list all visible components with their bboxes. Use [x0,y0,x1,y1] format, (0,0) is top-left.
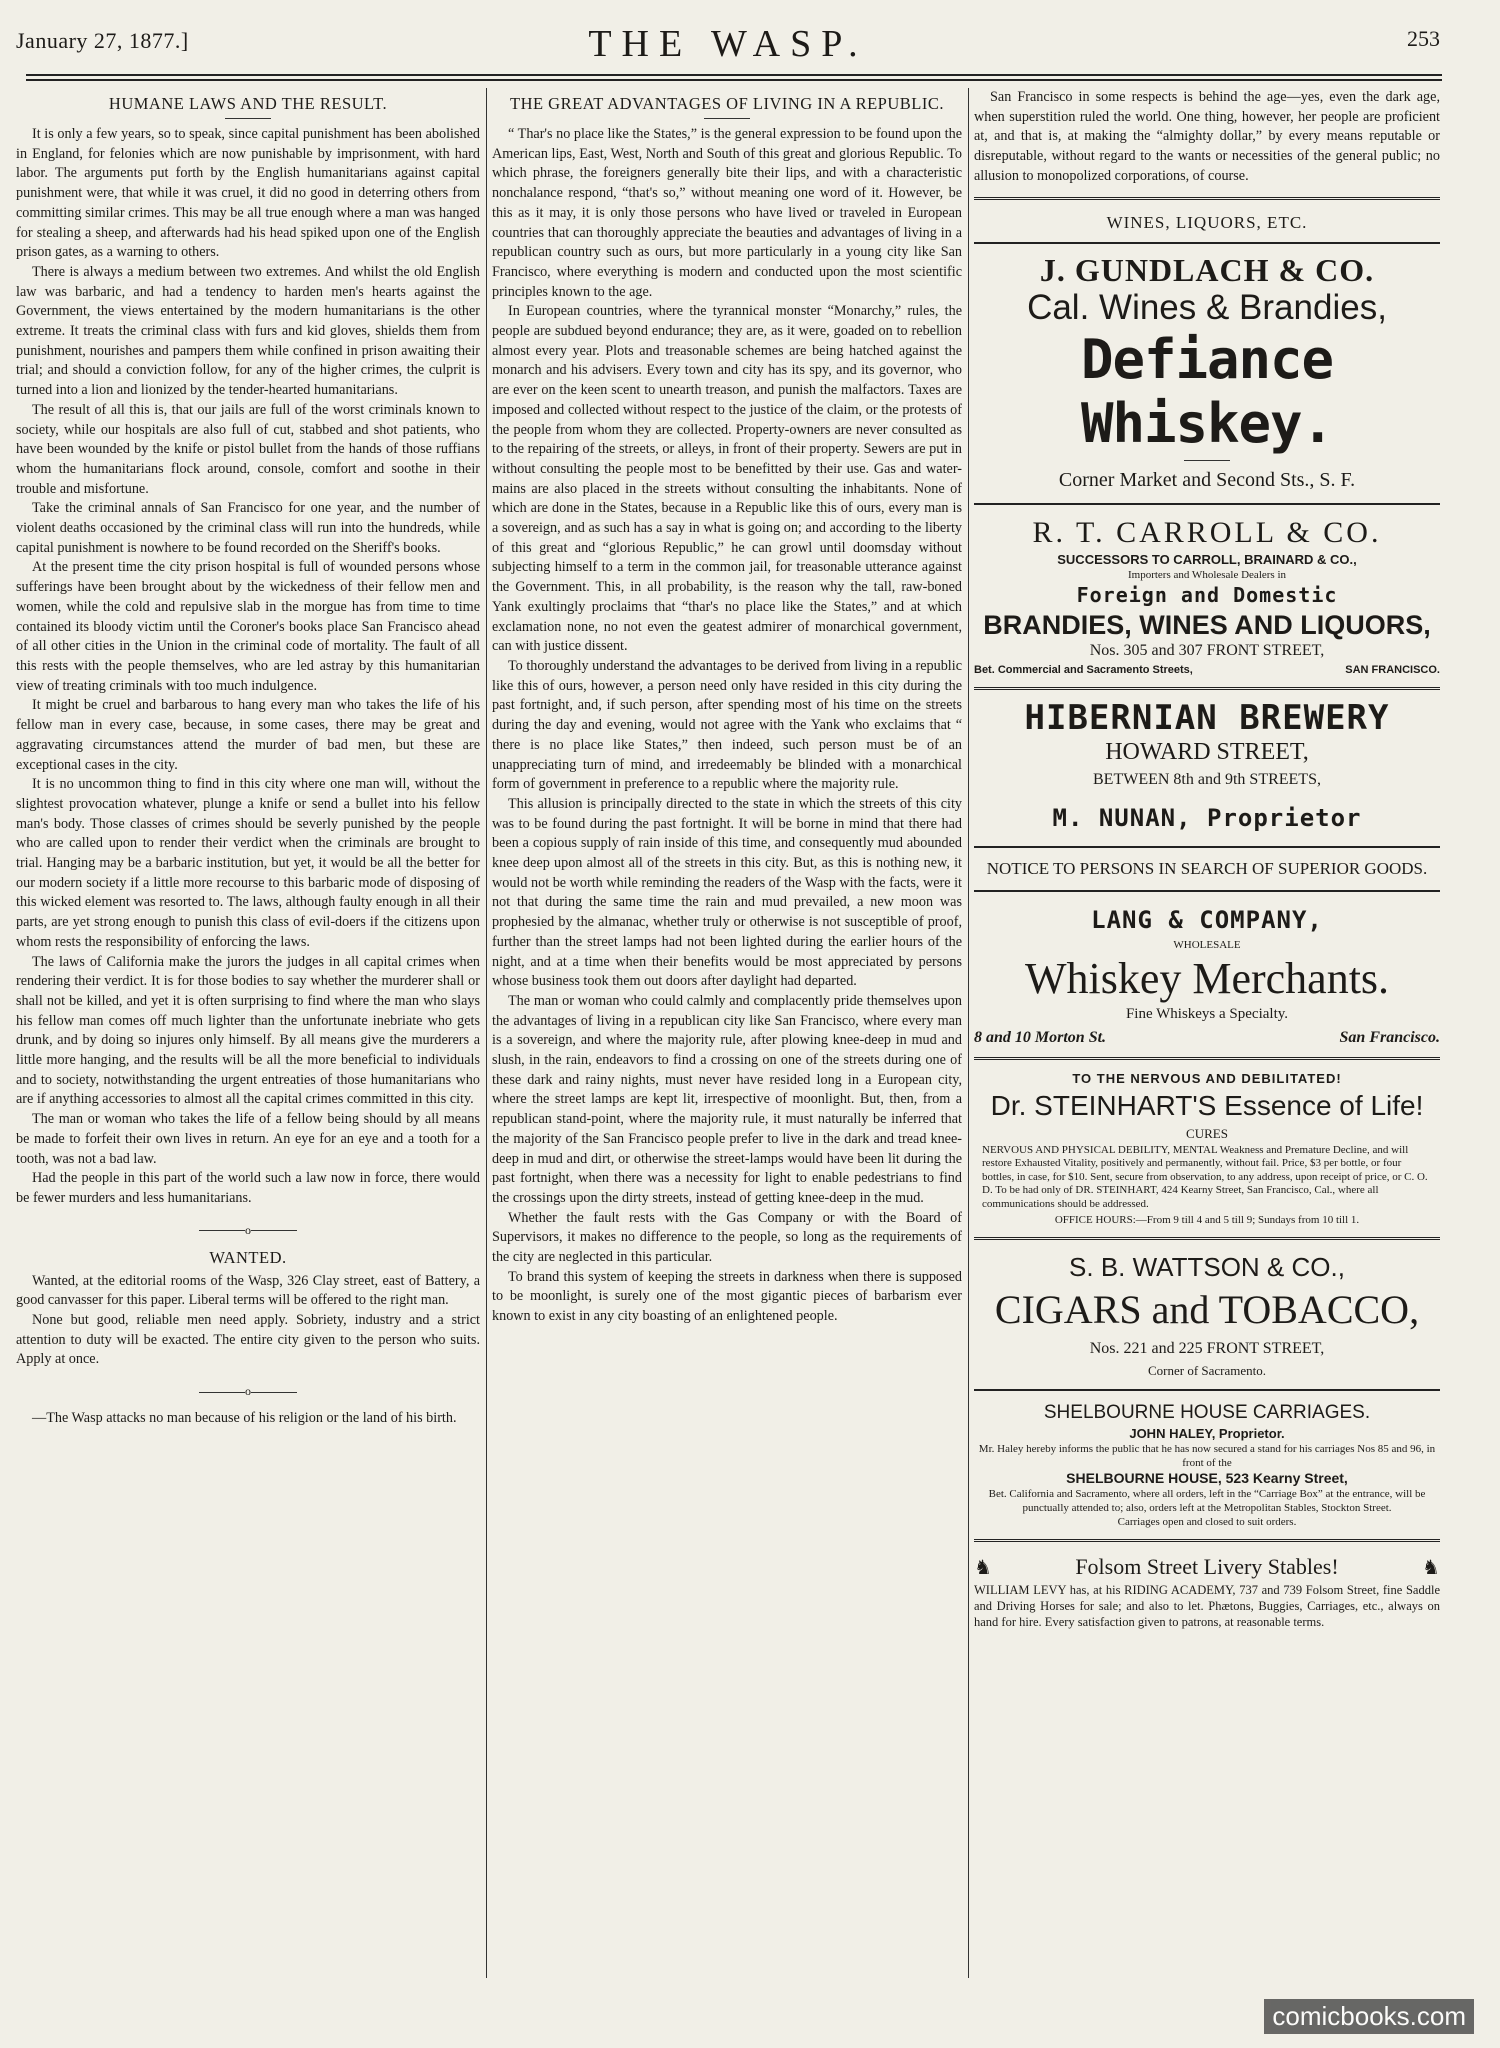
ad-headline: Dr. STEINHART'S Essence of Life! [990,1089,1424,1121]
column-humane-laws [16,88,480,1998]
ad-rule [974,687,1440,690]
header-rule [26,74,1442,76]
ad-body: NERVOUS AND PHYSICAL DEBILITY, MENTAL Weakness and Premature Decline, and will restore Exhausted Vitality, positively and permanently, without fail. Price, $3 per bottle, or four bottles, in case, for $10. Sent, secure from observation, to any address, upon receipt of price, or C. O. D. To be had only of DR. STEINHART, 424 Kearny Street, San Francisco, Cal., where all communications should be addressed. [982,1143,1428,1210]
ad-line: Importers and Wholesale Dealers in [1127,568,1287,581]
ad-rule [1184,460,1230,461]
ad-headline: BRANDIES, WINES AND LIQUORS, [983,609,1431,640]
ad-headline: Folsom Street Livery Stables! [1075,1554,1339,1580]
ad-rule [974,890,1440,892]
article-paragraph: This allusion is principally directed to the state in which the streets of this city was to be found during the past fortnight. It will be borne in mind that there had been a copious supply of rain inside of this time, and consequently mud abounded knee deep upon almost all of the streets in this city. But, as this is nothing new, it would not be worth while reminding the readers of the Wasp with the facts, were it not that during the same time the rain and mud prevailed, a new moon was prophesied by the almanac, whether truly or otherwise is not susceptible of proof, further than the street lamps had not been lighted during the earlier hours of the night, and at a time when their benefits would be most appreciated by persons whose business took them out doors after daylight had departed. [492,795,962,990]
column-republic [492,88,962,1998]
ad-line: SUCCESSORS TO CARROLL, BRAINARD & CO., [1057,551,1357,567]
ad-name: J. GUNDLACH & CO. [1039,251,1375,288]
ad-name: S. B. WATTSON & CO., [1069,1252,1345,1283]
article-paragraph: The result of all this is, that our jails are full of the worst criminals known to society, while our hospitals are also full of cut, stabbed and shot patients, who have been wounded by the knife or pistol bullet from the hands of those ruffians whom the humanitarians flock around, console, comfort and soothe in their trouble and misfortune. [16,401,480,497]
article-paragraph: Take the criminal annals of San Francisco for one year, and the number of violent deaths occasioned by the criminal class will run into the hundreds, while capital punishment is nowhere to be found recorded on the Sheriff's books. [16,500,480,556]
ad-gundlach [974,210,1440,493]
ad-rule [974,1057,1440,1060]
ad-line: Corner of Sacramento. [1147,1363,1267,1379]
ad-steinhart [974,1070,1440,1228]
ad-address-row [974,663,1440,677]
ad-shelbourne [974,1401,1440,1529]
ad-proprietor: M. NUNAN, Proprietor [1052,803,1362,832]
article-paragraph: “ Thar's no place like the States,” is the general expression to be found upon the American lips, East, West, North and South of this great and glorious Republic. To which phrase, the foreigners generally bite their lips, and with a characteristic nonchalance respond, “that's so,” without meaning one word of it. However, be this as it may, it is only those persons who have lived or traveled in European countries that can thoroughly appreciate the beauties and advantages of living in a republican country such as ours, but more particularly in a young city like San Francisco, where everything is modern and conducted upon the most scientific principles known to the age. [492,126,962,300]
column-divider [486,88,487,1978]
section-separator: o [16,1384,480,1399]
ad-name: R. T. CARROLL & CO. [1032,515,1382,549]
ad-line: HOWARD STREET, [1105,738,1309,765]
ad-line: CURES [1186,1125,1228,1141]
wanted-paragraph: Wanted, at the editorial rooms of the Wasp, 326 Clay street, east of Battery, a good canvasser for this paper. Liberal terms will be offered to the right man. [16,1272,480,1309]
masthead-title: THE WASP. [588,23,868,65]
ad-address: 8 and 10 Morton St. [974,1028,1107,1046]
article-paragraph: At the present time the city prison hospital is full of wounded persons whose sufferings have been brought about by the wickedness of their fellow men and women, while the cold and repulsive slab in the morgue has from time to time contained its bloody victim until the Coroner's books place San Francisco ahead of all other cities in the Union in the criminal code of mortality. The fault of all this rests with the people themselves, who are led astray by this humanitarian view of treating criminals with too much indulgence. [16,559,480,694]
ad-rule [974,1389,1440,1391]
ad-headline: CIGARS and TOBACCO, [994,1287,1420,1333]
article-paragraph: Had the people in this part of the world such a law now in force, there would be fewer murders and less humanitarians. [16,1170,480,1206]
ad-line: Bet. Commercial and Sacramento Streets, [974,663,1193,676]
ad-rule [974,846,1440,848]
ad-line: Fine Whiskeys a Specialty. [1125,1005,1289,1022]
article-paragraph: It might be cruel and barbarous to hang every man who takes the life of his fellow man in every case, because, in some cases, there may be great and aggravating circumstances attend the murder of bad men, but these are exceptional cases in the city. [16,697,480,773]
ad-hours: OFFICE HOURS:—From 9 till 4 and 5 till 9; Sundays from 10 till 1. [1054,1214,1360,1227]
ad-address: Nos. 221 and 225 FRONT STREET, [1089,1340,1325,1358]
ad-folsom [974,1552,1440,1630]
article-paragraph: Whether the fault rests with the Gas Company or with the Board of Supervisors, it makes no difference to the people, so long as the requirements of the city are neglected in this particular. [492,1209,962,1266]
ad-headline: Whiskey Merchants. [1024,953,1390,1003]
ad-heading: WINES, LIQUORS, ETC. [1106,212,1308,232]
page-number: 253 [1407,26,1440,51]
ad-name: HIBERNIAN BREWERY [1024,697,1390,738]
ad-name: SHELBOURNE HOUSE CARRIAGES. [1043,1402,1371,1424]
article-paragraph: The laws of California make the jurors the judges in all capital crimes when rendering their verdict. It is for those bodies to say whether the murderer shall or shall not be killed, and yet it is often surprising to find where the man who slays his fellow man comes off much lighter than the unfortunate inebriate who gets drunk, and by doing so injures only himself. By all means give the murderers a little more hanging, and the results will be all the more beneficial to individuals and to society, notwithstanding the urgent entreaties of those humanitarians who are if anything accessories to almost all the capital crimes committed in this city. [16,953,480,1108]
article-title: HUMANE LAWS AND THE RESULT. [108,94,388,113]
ad-body: WILLIAM LEVY has, at his RIDING ACADEMY, 737 and 739 Folsom Street, fine Saddle and Driving Horses for sale; and also to let. Phætons, Buggies, Carriages, etc., always on hand for hire. Every satisfaction given to patrons, at reasonable terms. [974,1583,1440,1630]
closing-note: —The Wasp attacks no man because of his religion or the land of his birth. [32,1410,457,1427]
column-advertisements [974,88,1440,1998]
ad-address: Nos. 305 and 307 FRONT STREET, [1089,641,1325,659]
ad-rule [974,1539,1440,1542]
ad-line: BETWEEN 8th and 9th STREETS, [1093,770,1321,788]
ad-line: JOHN HALEY, Proprietor. [1129,1426,1285,1442]
article-paragraph: There is always a medium between two extremes. And whilst the old English law was barbaric, and had a tendency to harden men's hearts against the Government, the views entertained by the modern humanitarians is the other extreme. It treats the criminal class with furs and kid gloves, shields them from punishment, nourishes and pampers them while confined in prison awaiting their trial; and should a conviction follow, for any of the higher crimes, the culprit is turned into a lion and lionized by the tender-hearted humanitarians. [16,263,480,399]
ad-line: WHOLESALE [1173,938,1241,951]
ad-body: Bet. California and Sacramento, where all orders, left in the “Carriage Box” at the entrance, will be punctually attended to; also, orders left at the Metropolitan Stables, Stockton Street. [988,1488,1426,1515]
article-paragraph: To brand this system of keeping the streets in darkness when there is supposed to be moonlight, is surely one of the most gigantic pieces of barbarism ever known to exist in any city boasting of an enlightened people. [492,1268,962,1325]
ad-line: Cal. Wines & Brandies, [1027,287,1387,327]
horse-icon: ♞ [1422,1556,1440,1579]
article-paragraph: It is no uncommon thing to find in this city where one man will, without the slightest provocation whatever, plunge a knife or send a bullet into his fellow man's body. Those classes of crimes should be severly punished by the people who are called upon to render their verdict when the criminals are brought to trial. Hanging may be a barbaric institution, but yet, it would be all the better for our modern society if a little more recourse to this barbaric mode of disposing of this wicked element was resorted to. The laws, although faulty enough in all their parts, are yet strong enough to punish this class of evil-doers if the citizens upon whom rests the responsibility of enforcing the laws. [16,776,480,950]
ad-line: SAN FRANCISCO. [1345,663,1440,676]
section-separator: o [16,1223,480,1238]
ad-lang [974,902,1440,1047]
ad-rule [974,1237,1440,1240]
ad-carroll [974,515,1440,677]
article-paragraph: To thoroughly understand the advantages to be derived from living in a republic like this of ours, however, a person need only have resided in this city during the past fortnight, and, if such person, after spending most of his time on the streets during the day and evening, would not agree with the Yank who exclaims that “ there is no place like States,” then indeed, such person must be of an unappreciating turn of mind, and irredeemably be blinded with a monarchical form of government in preference to a republic where the majority rule. [492,657,962,793]
title-rule [704,118,750,119]
ad-address-row [974,1029,1440,1047]
ad-name: LANG & COMPANY, [1091,905,1323,934]
ad-note: Carriages open and closed to suit orders. [1117,1516,1297,1529]
wanted-title: WANTED. [209,1247,287,1267]
ad-title-row [974,1552,1440,1582]
horse-icon: ♞ [974,1556,992,1579]
article-paragraph: The man or woman who takes the life of a fellow being should by all means be made to forfeit their own lives in return. An eye for an eye and a tooth for a tooth, was not a bad law. [16,1111,480,1167]
title-rule [225,118,271,119]
ad-heading: TO THE NERVOUS AND DEBILITATED! [1072,1070,1342,1086]
ad-city: San Francisco. [1339,1028,1440,1046]
ad-rule [974,242,1440,244]
ad-hibernian [974,697,1440,836]
watermark: comicbooks.com [1264,1999,1474,2034]
ad-rule [974,503,1440,505]
article-paragraph: In European countries, where the tyrannical monster “Monarchy,” rules, the people are subdued beyond endurance; they are, as it were, goaded on to rebellion almost every year. Plots and treasonable schemes are being hatched against the monarch and his advisers. Every town and city has its spy, and its governor, who are ever on the keen scent to unearth treason, and punish the malfactors. Taxes are imposed and collected without respect to the justice of the claim, or the protests of the people from whom they are collected. Property-owners are never consulted as to the repairing of the streets, or alleys, in front of their property. Sewers are put in without consulting the people most to be benefitted by their use. Gas and water-mains are also placed in the streets without consulting the inhabitants. None of which are done in the States, because in a Republic like this of ours, every man is a sovereign, and as such has a say in what is going on; and according to the liberty of this great and “glorious Republic,” he can growl until doomsday without subjecting himself to a term in the common jail, for treasonable utterance against the Government. This, in all probability, is the reason why the tall, raw-boned Yank exultingly proclaims that “thar's no place like the States,” and at which exclamation none, no not even the geatest admirer of monarchical government, can with justice dissent. [492,303,962,655]
ad-body: Mr. Haley hereby informs the public that he has now secured a stand for his carriages Nos 85 and 96, in front of the [978,1443,1436,1470]
ad-address: Corner Market and Second Sts., S. F. [1058,468,1356,491]
article-continuation: San Francisco in some respects is behind the age—yes, even the dark age, when superstition ruled the world. One thing, however, her people are proficient at, and that is, at making the “almighty dollar,” by every means reputable or disreputable, without regard to the wants or necessities of the general public; no allusion to monopolized corporations, of course. [974,89,1440,184]
header-rule-2 [26,79,1442,81]
article-paragraph: The man or woman who could calmly and complacently pride themselves upon the advantages of living in a republican city like San Francisco, where every man is a sovereign, and where the majority rule, after plowing knee-deep in mud and slush, in the rain, endeavors to find a crossing on one of the streets during one of these dark and rainy nights, must never have resided long in a European city, where the street lamps are kept lit, irrespective of moonlight. But, then, from a republican stand-point, where the majority rule, it must naturally be inferred that the majority of the San Francisco people prefer to live in the dark and tread knee-deep in mud and dirt, or otherwise the street-lamps would have been lit during the past fortnight, when there was a necessity for light to enable pedestrians to find the crossings upon the dirty streets, instead of getting knee-deep in the mud. [492,992,962,1206]
ad-headline: Defiance Whiskey. [1080,327,1334,455]
page-header [16,16,1440,66]
ad-notice [974,858,1440,880]
ad-rule [974,197,1440,200]
issue-date: January 27, 1877.] [16,28,189,53]
ad-wattson [974,1250,1440,1379]
column-divider [968,88,969,1978]
wanted-paragraph: None but good, reliable men need apply. Sobriety, industry and a strict attention to duty will be exacted. The entire city given to the person who suits. Apply at once. [16,1312,480,1368]
article-paragraph: It is only a few years, so to speak, since capital punishment has been abolished in England, for felonies which are now punishable by imprisonment, with hard labor. The arguments put forth by the English humanitarians against capital punishment were, that while it was cruel, it did no good in deterring others from committing similar crimes. This may be all true enough where a man was hanged for stealing a sheep, and afterwards had his head spiked upon one of the English prison gates, as a warning to others. [16,126,480,261]
ad-notice-text: NOTICE TO PERSONS IN SEARCH OF SUPERIOR GOODS. [986,858,1428,878]
ad-address: SHELBOURNE HOUSE, 523 Kearny Street, [1066,1470,1348,1487]
ad-line: Foreign and Domestic [1076,582,1338,607]
article-title: THE GREAT ADVANTAGES OF LIVING IN A REPUBLIC. [509,94,944,113]
